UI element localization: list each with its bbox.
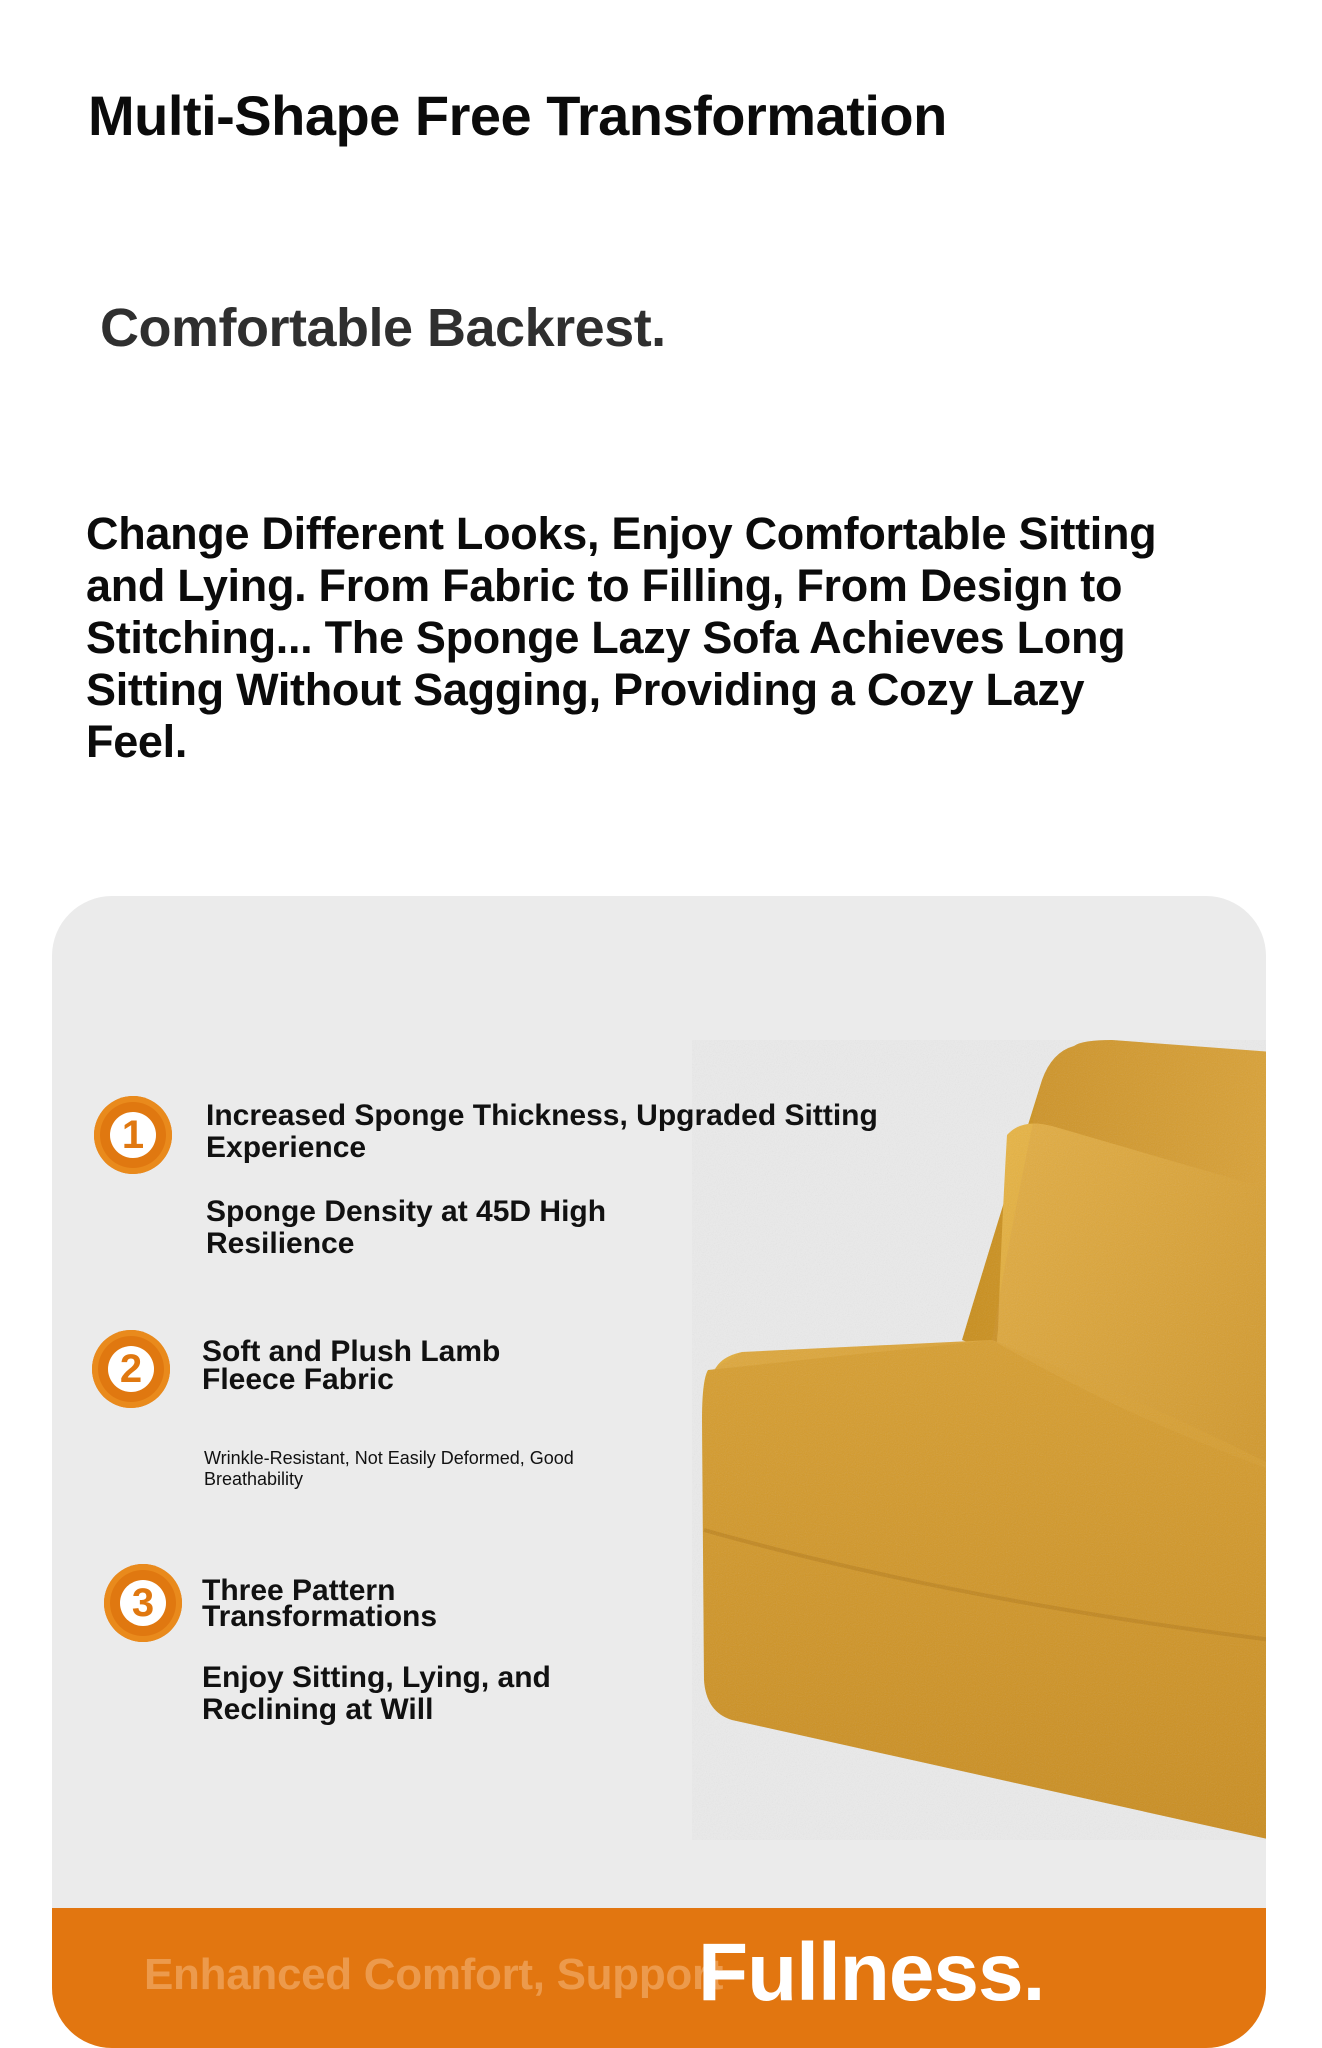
feature-2-detail: Wrinkle-Resistant, Not Easily Deformed, Good Breathability [204, 1448, 574, 1489]
feature-card [52, 896, 1266, 2048]
product-description: Change Different Looks, Enjoy Comfortable Sitting and Lying. From Fabric to Filling, From Design to Stitching... The Sponge Lazy Sofa Achieves Long Sitting Without Sagging, Providing a Cozy Lazy Feel. [86, 508, 1157, 767]
number-3-label: 3 [120, 1580, 166, 1626]
number-badge-3 [104, 1564, 182, 1642]
banner-highlight: Fullness. [698, 1927, 1045, 2018]
number-1-label: 1 [110, 1112, 156, 1158]
number-badge-2 [92, 1330, 170, 1408]
feature-1-title: Increased Sponge Thickness, Upgraded Sitting Experience [206, 1099, 878, 1164]
banner-tagline: Enhanced Comfort, Support [144, 1950, 724, 1999]
feature-3-title: Three Pattern Transformations [202, 1574, 438, 1633]
number-badge-1 [94, 1096, 172, 1174]
page-subtitle: Comfortable Backrest. [100, 298, 666, 358]
number-2-label: 2 [108, 1346, 154, 1392]
feature-1-detail: Sponge Density at 45D High Resilience [206, 1195, 607, 1260]
bottom-banner [52, 1908, 1266, 2048]
feature-2-title: Soft and Plush Lamb Fleece Fabric [202, 1335, 501, 1396]
page-title: Multi-Shape Free Transformation [88, 84, 947, 147]
feature-3-detail: Enjoy Sitting, Lying, and Reclining at Will [202, 1661, 551, 1726]
